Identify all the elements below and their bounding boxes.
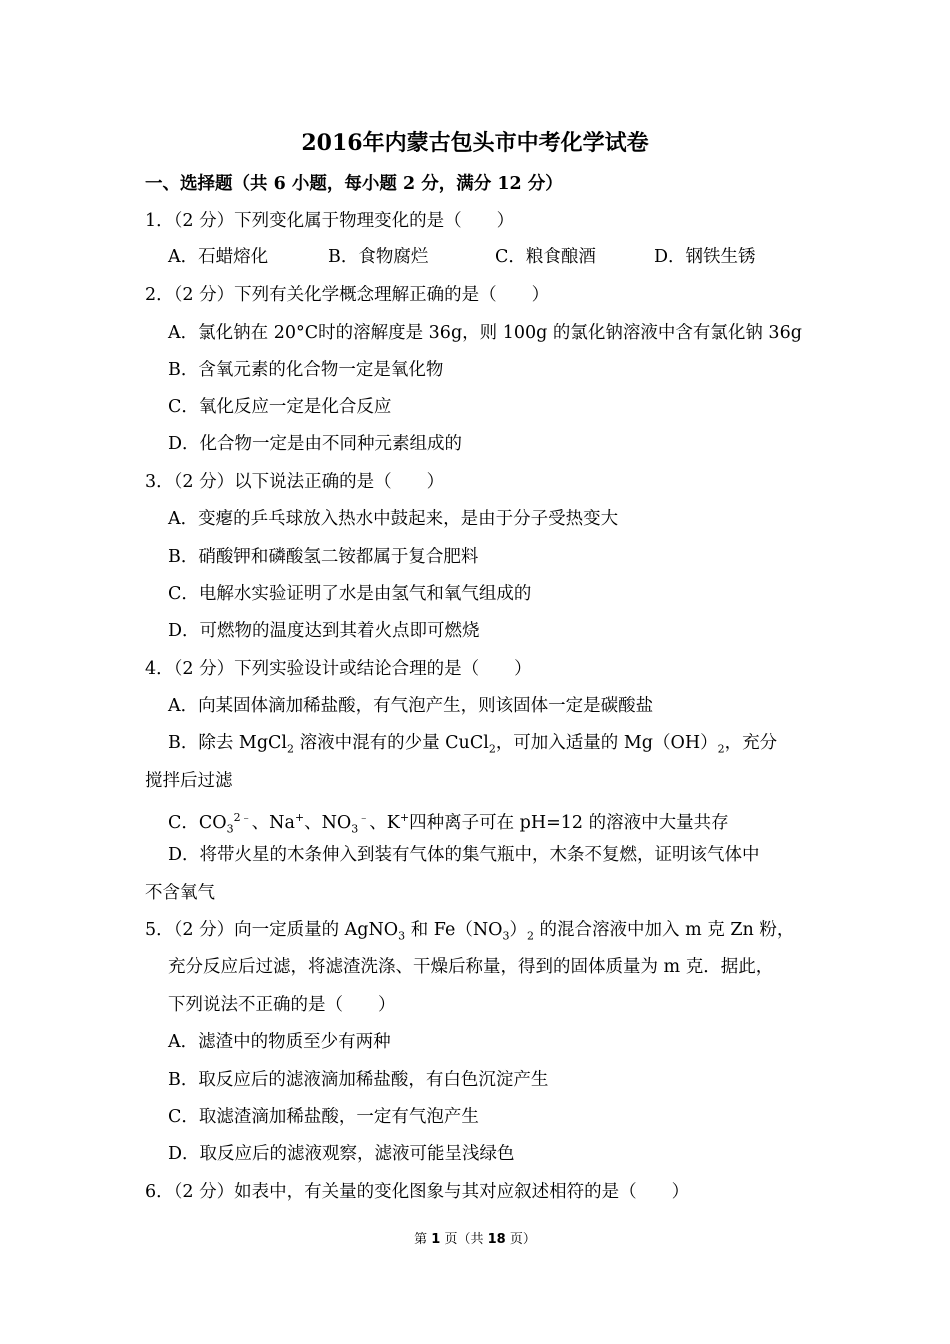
q5-stem-text-4: 的混合溶液中加入 m 克 Zn 粉， [533,920,795,940]
q5-option-a: A．滤渣中的物质至少有两种 [168,1032,391,1052]
q4-option-b-continued: 搅拌后过滤 [145,771,233,791]
q2-option-d: D．化合物一定是由不同种元素组成的 [168,434,463,454]
q4-c-text-5: 四种离子可在 pH=12 的溶液中大量共存 [409,812,729,833]
q4-option-b [168,731,777,762]
q5-stem-text-1: 5．（2 分）向一定质量的 AgNO [145,920,399,940]
q4-option-d-continued: 不含氧气 [145,883,215,903]
q4-option-c [168,806,729,841]
footer-text: 页（共 [440,1232,488,1247]
q4-c-text-2: 、Na [251,812,295,833]
q2-option-b: B．含氧元素的化合物一定是氧化物 [168,360,444,380]
q5-subscript: 3 [502,929,510,943]
q4-b-subscript: 2 [488,742,496,756]
q4-c-text-3: 、NO [304,812,352,833]
q4-b-subscript: 2 [717,742,725,756]
question-6-stem: 6．（2 分）如表中，有关量的变化图象与其对应叙述相符的是（ ） [145,1182,690,1202]
question-2-stem: 2．（2 分）下列有关化学概念理解正确的是（ ） [145,285,550,305]
q4-b-text-2: 溶液中混有的少量 CuCl [294,733,489,753]
question-4-stem: 4．（2 分）下列实验设计或结论合理的是（ ） [145,659,532,679]
question-5-stem [145,918,794,949]
q2-option-c: C．氧化反应一定是化合反应 [168,397,392,417]
question-1-stem: 1．（2 分）下列变化属于物理变化的是（ ） [145,211,515,231]
q5-stem-text-2: 和 Fe（NO [405,920,503,940]
q1-option-b: B．食物腐烂 [328,247,429,267]
q1-option-d: D．钢铁生锈 [654,247,756,267]
q5-option-b: B．取反应后的滤液滴加稀盐酸，有白色沉淀产生 [168,1070,549,1090]
q3-option-d: D．可燃物的温度达到其着火点即可燃烧 [168,621,480,641]
q3-option-b: B．硝酸钾和磷酸氢二铵都属于复合肥料 [168,547,479,567]
footer-text: 第 [414,1232,432,1247]
q2-option-a: A．氯化钠在 20°C时的溶解度是 36g，则 100g 的氯化钠溶液中含有氯化钠 36g [168,323,802,343]
q4-c-text-4: 、K [369,812,400,833]
footer-text: 页） [505,1232,536,1247]
q5-subscript: 2 [526,929,534,943]
q1-option-a: A．石蜡熔化 [168,247,269,267]
question-5-stem-line-2: 充分反应后过滤，将滤渣洗涤、干燥后称量，得到的固体质量为 m 克．据此， [168,957,774,977]
q4-b-text-4: ，充分 [724,733,778,753]
q3-option-c: C．电解水实验证明了水是由氢气和氧气组成的 [168,584,532,604]
total-pages-number: 18 [487,1232,506,1247]
q4-c-text-1: C．CO [168,812,227,833]
exam-title: 2016年内蒙古包头市中考化学试卷 [301,130,649,156]
q4-b-text-1: B．除去 MgCl [168,733,288,753]
q3-option-a: A．变瘪的乒乓球放入热水中鼓起来，是由于分子受热变大 [168,509,619,529]
q4-c-subscript: 3 [226,822,234,836]
q4-c-superscript: ﹣ [358,811,370,824]
q5-subscript: 3 [398,929,406,943]
q4-c-superscript: + [294,811,305,824]
q1-option-c: C．粮食酿酒 [495,247,596,267]
q4-option-a: A．向某固体滴加稀盐酸，有气泡产生，则该固体一定是碳酸盐 [168,696,654,716]
page-footer [0,1228,950,1247]
q5-option-c: C．取滤渣滴加稀盐酸，一定有气泡产生 [168,1107,479,1127]
q4-c-superscript: + [399,811,410,824]
question-5-stem-line-3: 下列说法不正确的是（ ） [168,995,396,1015]
q4-b-subscript: 2 [287,742,295,756]
q4-b-text-3: ，可加入适量的 Mg（OH） [495,733,718,753]
q4-c-superscript: 2﹣ [233,811,252,824]
question-3-stem: 3．（2 分）以下说法正确的是（ ） [145,472,445,492]
current-page-number: 1 [431,1232,441,1247]
q5-stem-text-3: ） [509,920,527,940]
q5-option-d: D．取反应后的滤液观察，滤液可能呈浅绿色 [168,1144,515,1164]
section-heading: 一、选择题（共 6 小题，每小题 2 分，满分 12 分） [145,174,563,194]
q4-option-d: D．将带火星的木条伸入到装有气体的集气瓶中，木条不复燃，证明该气体中 [168,845,760,865]
q4-c-subscript: 3 [351,822,359,836]
